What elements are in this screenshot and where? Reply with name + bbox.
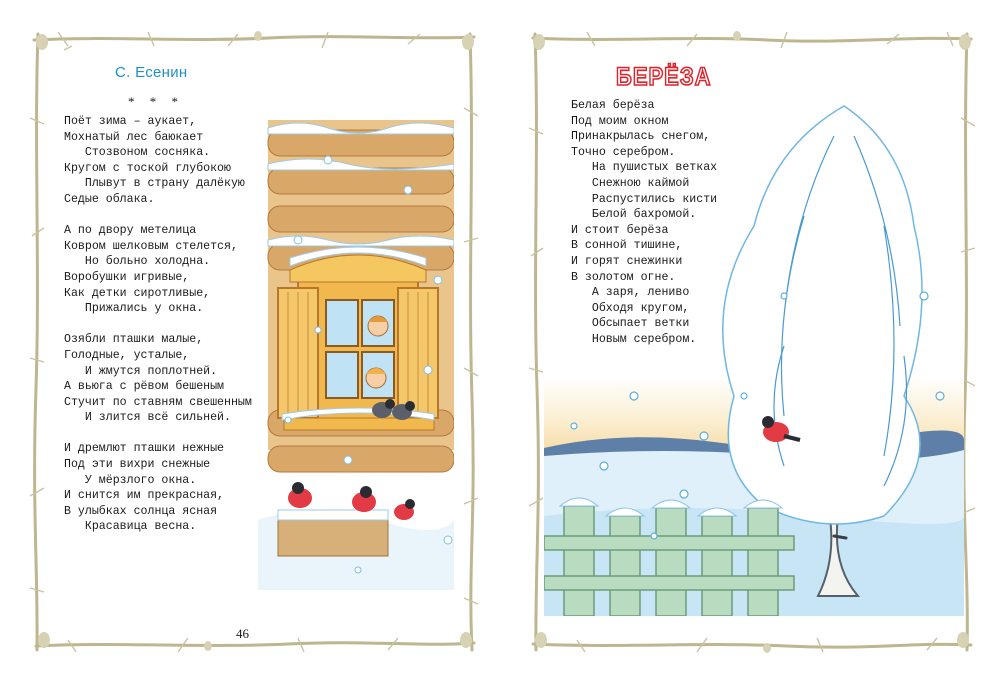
poem-bereza-line: И горят снежинки xyxy=(571,254,683,268)
poem-zima-line: И злится всё сильней. xyxy=(64,411,231,425)
poem-zima-stanza-gap xyxy=(64,317,252,333)
poem-zima-line: Кругом с тоской глубокою xyxy=(64,161,231,175)
poem-zima-line: Красавица весна. xyxy=(64,520,197,534)
poem-zima-line: Прижались у окна. xyxy=(64,302,204,316)
poem-zima-line: Как детки сиротливые, xyxy=(64,286,211,300)
poem-bereza-line: Распустились кисти xyxy=(571,192,718,206)
poem-zima-line: Плывут в страну далёкую xyxy=(64,177,245,191)
poem-zima-line: Стучит по ставням свешенным xyxy=(64,395,252,409)
poem-bereza-line: Точно серебром. xyxy=(571,145,676,159)
poem-zima-line: И жмутся поплотней. xyxy=(64,364,218,378)
poem-zima-line: И дремлют пташки нежные xyxy=(64,442,225,456)
poem-zima-line: И снится им прекрасная, xyxy=(64,489,225,503)
poem-zima xyxy=(64,114,252,535)
poem-title: БЕРЁЗА xyxy=(616,62,712,91)
poem-bereza-line: Обходя кругом, xyxy=(571,301,690,315)
snowy-birch-illustration xyxy=(544,96,964,616)
poem-zima-line: Но больно холодна. xyxy=(64,255,211,269)
poem-bereza-line: Снежною каймой xyxy=(571,176,690,190)
poem-zima-line: Поёт зима – аукает, xyxy=(64,115,197,128)
author-name: С. Есенин xyxy=(115,64,188,81)
poem-zima-line: Голодные, усталые, xyxy=(64,348,190,362)
poem-zima-line: Под эти вихри снежные xyxy=(64,458,211,472)
poem-zima-stanza-gap xyxy=(64,426,252,442)
poem-zima-line: А вьюга с рёвом бешеным xyxy=(64,380,225,394)
poem-zima-line: Воробушки игривые, xyxy=(64,270,190,284)
poem-bereza-line: Обсыпает ветки xyxy=(571,317,690,331)
poem-bereza-line: В золотом огне. xyxy=(571,270,676,284)
poem-bereza-line: И стоит берёза xyxy=(571,223,669,237)
poem-zima-line: А по двору метелица xyxy=(64,224,197,238)
poem-bereza-line: А заря, лениво xyxy=(571,286,690,300)
poem-zima-line: Озябли пташки малые, xyxy=(64,333,204,347)
page-number: 46 xyxy=(236,626,249,641)
poem-zima-line: Мохнатый лес баюкает xyxy=(64,130,204,144)
poem-bereza-line: На пушистых ветках xyxy=(571,161,718,175)
poem-zima-line: Ковром шелковым стелется, xyxy=(64,239,238,253)
poem-zima-line: У мёрзлого окна. xyxy=(64,473,197,487)
poem-bereza-line: Принакрылась снегом, xyxy=(571,130,711,144)
poem-zima-stanza-gap xyxy=(64,208,252,224)
poem-bereza-line: Белая берёза xyxy=(571,99,655,112)
poem-zima-line: Седые облака. xyxy=(64,192,155,206)
section-stars: * * * xyxy=(128,94,184,109)
winter-window-illustration xyxy=(258,120,454,590)
poem-zima-line: В улыбках солнца ясная xyxy=(64,504,218,518)
poem-bereza-line: В сонной тишине, xyxy=(571,239,683,253)
poem-bereza-line: Новым серебром. xyxy=(571,332,697,346)
poem-zima-line: Стозвоном сосняка. xyxy=(64,146,211,160)
poem-bereza-line: Белой бахромой. xyxy=(571,208,697,222)
poem-bereza-line: Под моим окном xyxy=(571,114,669,128)
